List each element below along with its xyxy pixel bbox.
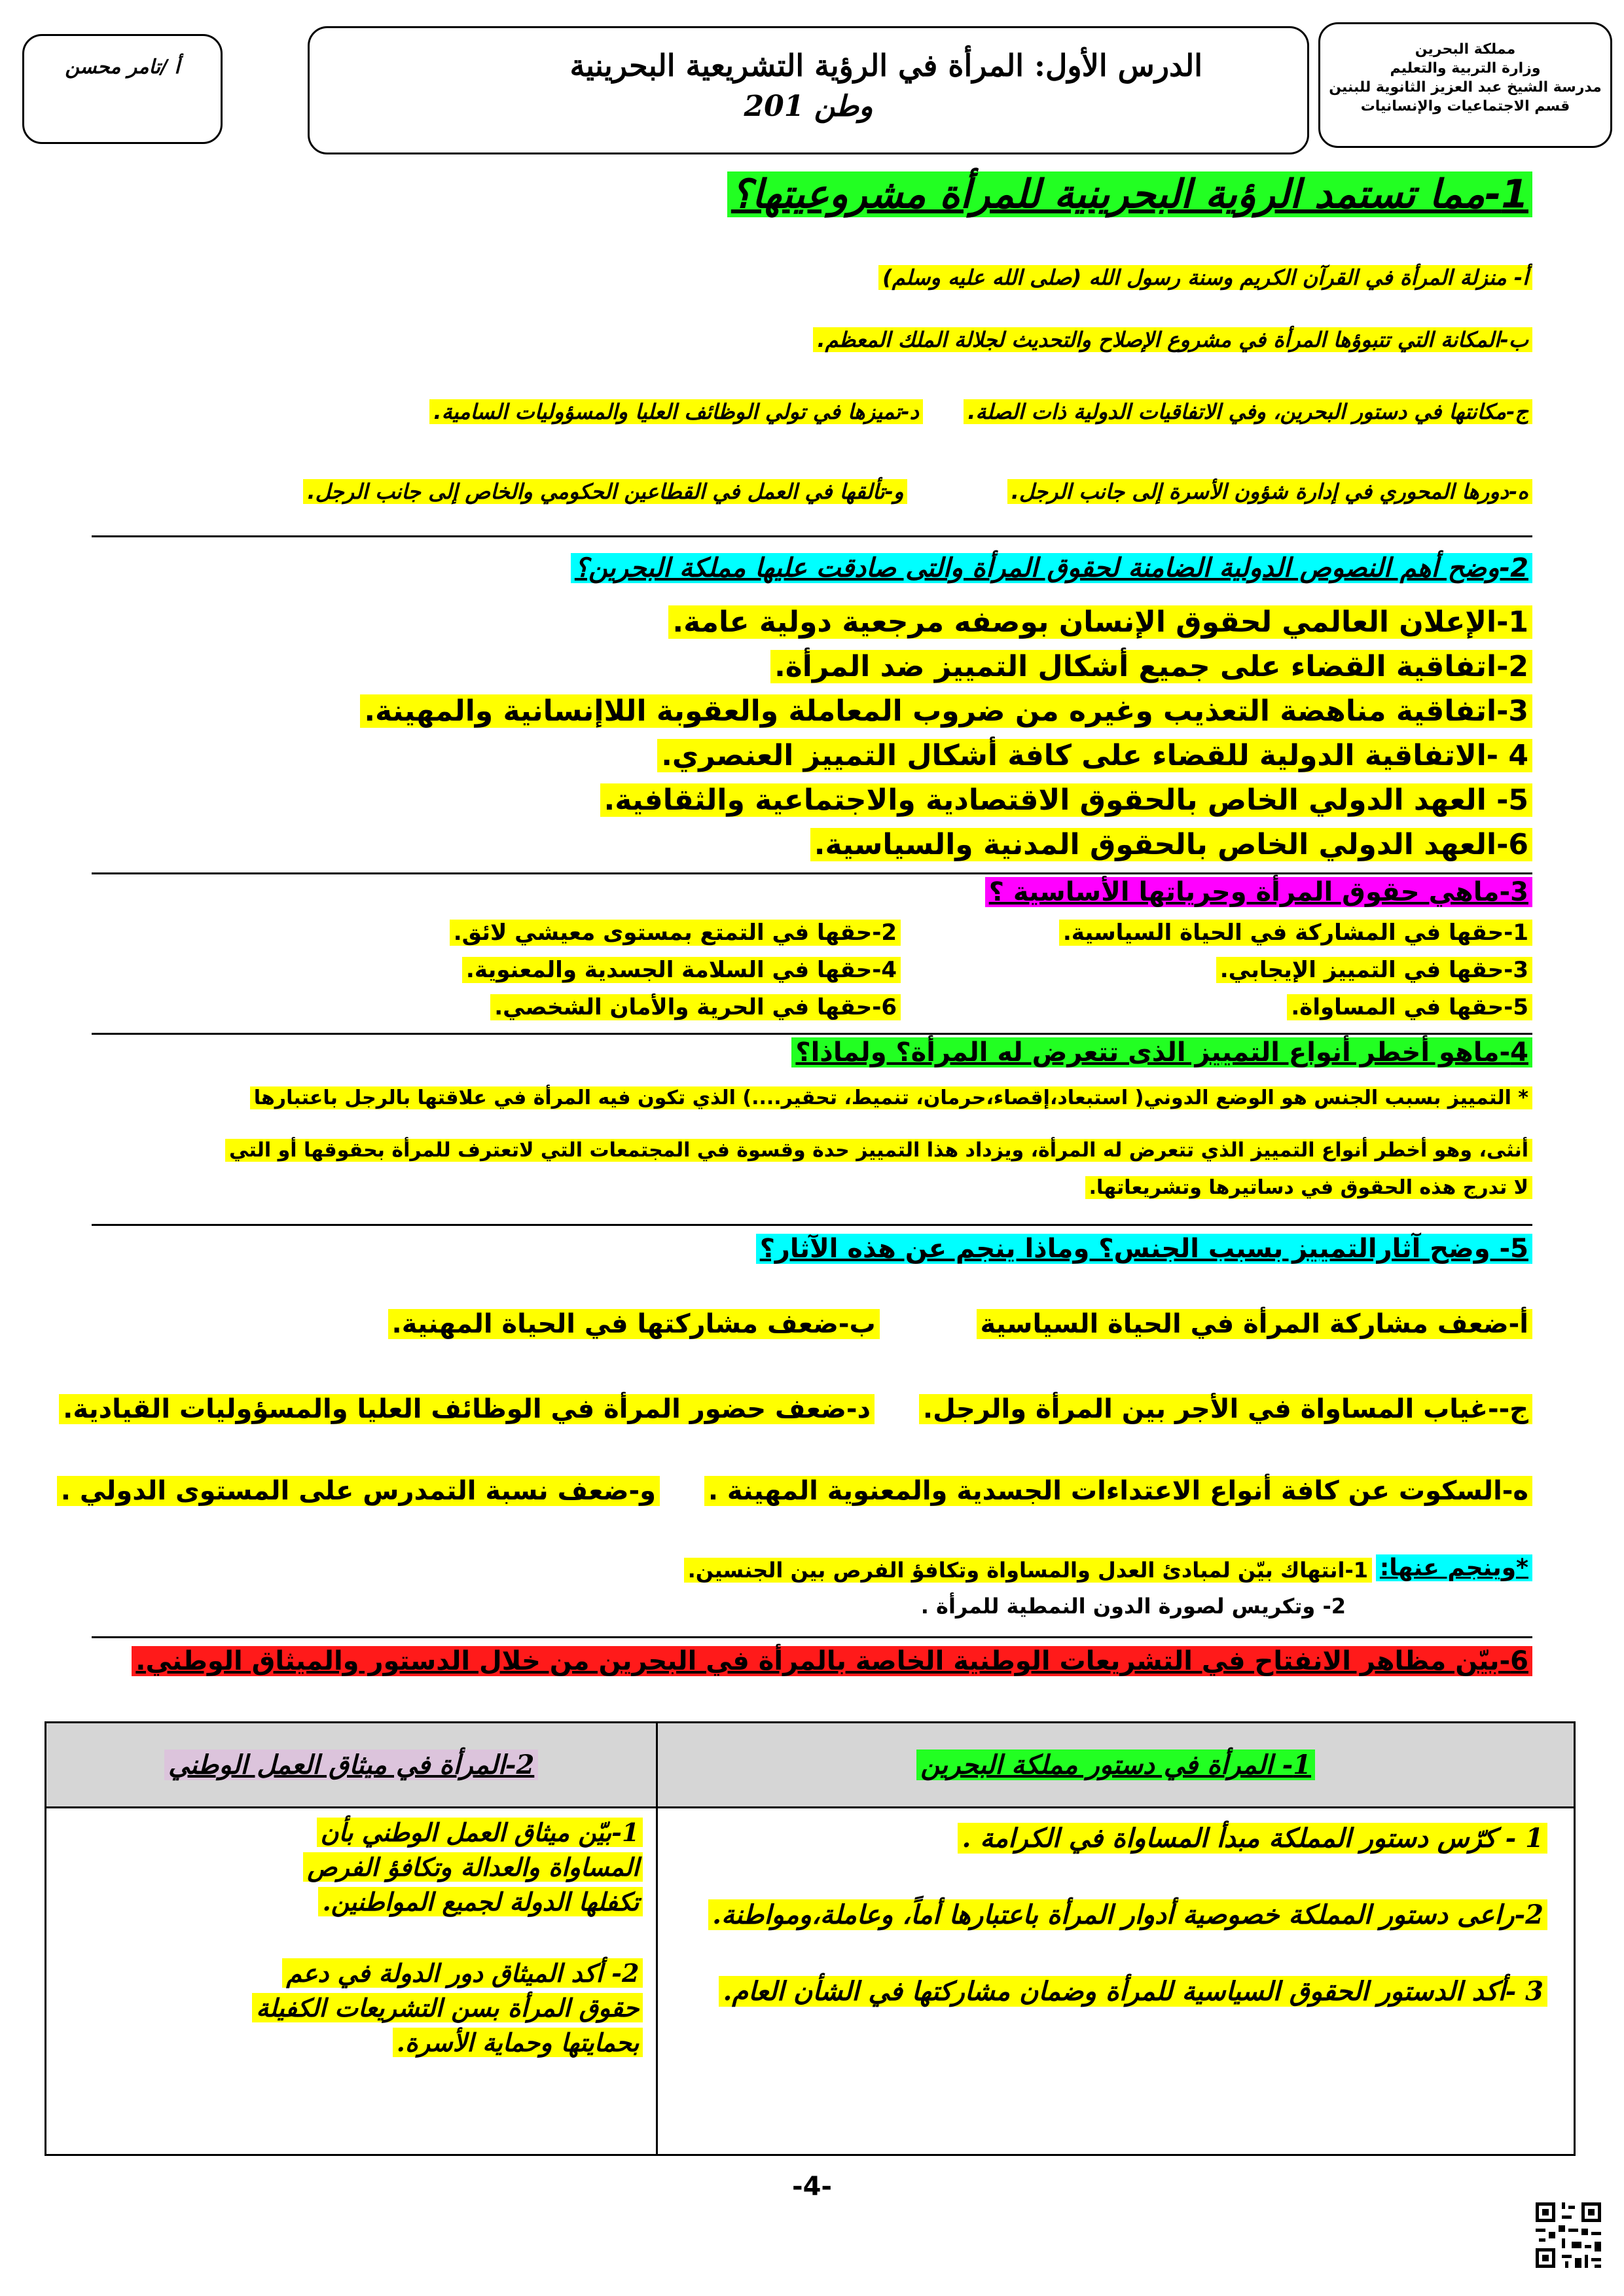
- q6-col2-body: [46, 1808, 657, 2155]
- q1-item-f: و-تألقها في العمل في القطاعين الحكومي والخاص إلى جانب الرجل.: [303, 479, 907, 504]
- q5-item-b: ب-ضعف مشاركتها في الحياة المهنية.: [388, 1309, 880, 1339]
- q5-item-c: ج--غياب المساواة في الأجر بين المرأة والرجل.: [919, 1394, 1532, 1424]
- qr-code: [1532, 2199, 1604, 2271]
- q6-col2-item-2: 2- أكد الميثاق دور الدولة في دعم حقوق المرأة بسن التشريعات الكفيلة بحمايتها وحماية الأسرة.: [60, 1956, 643, 2060]
- q1-row-ef: [303, 479, 1532, 504]
- q5-item-e: ه-السكوت عن كافة أنواع الاعتداءات الجسدية والمعنوية المهينة .: [704, 1476, 1532, 1506]
- q5-results-label: *وينجم عنها:: [1376, 1554, 1532, 1581]
- q6-title: 6-بيّن مظاهر الانفتاح في التشريعات الوطنية الخاصة بالمرأة في البحرين من خلال الدستور والميثاق الوطني.: [132, 1646, 1532, 1676]
- school-line-2: وزارة التربية والتعليم: [1390, 60, 1541, 77]
- q6-col2-header-cell: [46, 1723, 657, 1808]
- q5-item-a: أ-ضعف مشاركة المرأة في الحياة السياسية: [977, 1309, 1532, 1339]
- q6-col2-item-1: 1-بيّن ميثاق العمل الوطني بأن المساواة والعدالة وتكافؤ الفرص تكفلها الدولة لجميع المواطنين.: [60, 1815, 643, 1920]
- q1-item-a: أ- منزلة المرأة في القرآن الكريم وسنة رسول الله (صلى الله عليه وسلم): [878, 265, 1532, 290]
- q1-item-d: د-تميزها في تولي الوظائف العليا والمسؤوليات السامية.: [429, 399, 923, 424]
- q1-item-c: ج-مكانتها في دستور البحرين، وفي الاتفاقيات الدولية ذات الصلة.: [964, 399, 1532, 424]
- q4-title: 4-ماهو أخطر أنواع التمييز الذى تتعرض له المرأة؟ ولماذا؟: [791, 1037, 1532, 1067]
- q1-row-cd: [429, 399, 1532, 424]
- q5-result-2: 2- وتكريس لصورة الدون النمطية للمرأة .: [920, 1594, 1346, 1619]
- q5-row-ef: [57, 1476, 1532, 1506]
- q6-col1-item-1: 1 - كرّس دستور المملكة مبدأ المساواة في الكرامة .: [671, 1823, 1547, 1854]
- page-number: -4-: [791, 2172, 833, 2202]
- divider-3: [92, 1033, 1532, 1035]
- q6-col1-header: 1- المرأة في دستور مملكة البحرين: [916, 1749, 1315, 1780]
- q4-line-3: لا تدرج هذه الحقوق في دساتيرها وتشريعاتها.: [1085, 1176, 1532, 1199]
- teacher-box: [22, 34, 223, 144]
- q3-left-1: 2-حقها في التمتع بمستوى معيشي لائق.: [450, 920, 901, 946]
- q2-item-5: 5- العهد الدولي الخاص بالحقوق الاقتصادية والاجتماعية والثقافية.: [600, 783, 1532, 817]
- lesson-title: الدرس الأول: المرأة في الرؤية التشريعية البحرينية: [569, 48, 1202, 83]
- q6-col1-item-3: 3 -أكد الدستور الحقوق السياسية للمرأة وضمان مشاركتها في الشأن العام.: [671, 1976, 1547, 2007]
- teacher-name: أ /تامر محسن: [65, 56, 180, 79]
- q5-title: 5- وضح آثارالتمييز بسبب الجنس؟ وماذا ينجم عن هذه الآثار؟: [756, 1234, 1532, 1264]
- lesson-title-box: [308, 26, 1309, 154]
- q1-title: 1-مما تستمد الرؤية البحرينية للمرأة مشروعيتها؟: [727, 171, 1532, 217]
- divider-5: [92, 1636, 1532, 1638]
- q2-item-3: 3-اتفاقية مناهضة التعذيب وغيره من ضروب المعاملة والعقوبة اللاإنسانية والمهينة.: [360, 694, 1532, 728]
- q3-title: 3-ماهي حقوق المرأة وحرياتها الأساسية ؟: [985, 877, 1532, 907]
- q5-row-ab: [388, 1309, 1533, 1339]
- q1-item-e: ه-دورها المحوري في إدارة شؤون الأسرة إلى جانب الرجل.: [1007, 479, 1532, 504]
- q1-item-b: ب-المكانة التي تتبوؤها المرأة في مشروع الإصلاح والتحديث لجلالة الملك المعظم.: [813, 327, 1532, 352]
- q2-item-1: 1-الإعلان العالمي لحقوق الإنسان بوصفه مرجعية دولية عامة.: [668, 605, 1532, 639]
- q4-line-2: أنثى، وهو أخطر أنواع التمييز الذي تتعرض له المرأة، ويزداد هذا التمييز حدة وقسوة في المجتمعات التي لاتعترف للمرأة بحقوقها أو التي: [225, 1139, 1532, 1162]
- q3-right-1: 1-حقها في المشاركة في الحياة السياسية.: [1059, 920, 1532, 946]
- q3-left-3: 6-حقها في الحرية والأمان الشخصي.: [490, 994, 901, 1020]
- q2-item-4: 4 -الاتفاقية الدولية للقضاء على كافة أشكال التمييز العنصري.: [657, 739, 1532, 772]
- q5-item-f: و-ضعف نسبة التمدرس على المستوى الدولي .: [57, 1476, 660, 1506]
- q3-left-2: 4-حقها في السلامة الجسدية والمعنوية.: [462, 957, 901, 983]
- q2-item-6: 6-العهد الدولي الخاص بالحقوق المدنية والسياسية.: [810, 828, 1532, 861]
- school-line-1: مملكة البحرين: [1415, 41, 1516, 58]
- q3-right-3: 5-حقها في المساواة.: [1287, 994, 1532, 1020]
- q3-right-2: 3-حقها في التمييز الإيجابي.: [1216, 957, 1532, 983]
- q2-item-2: 2-اتفاقية القضاء على جميع أشكال التمييز ضد المرأة.: [770, 650, 1532, 683]
- q4-line-1: * التمييز بسبب الجنس هو الوضع الدوني( استبعاد،إقصاء،حرمان، تنميط، تحقير....) الذي تكون فيه المرأة في علاقتها بالرجل باعتبارها: [250, 1086, 1532, 1109]
- q5-row-cd: [59, 1394, 1532, 1424]
- school-info-box: [1318, 22, 1612, 148]
- q6-col1-item-2: 2-راعى دستور المملكة خصوصية أدوار المرأة باعتبارها أماً، وعاملة،ومواطنة.: [671, 1899, 1547, 1930]
- school-line-4: قسم الاجتماعيات والإنسانيات: [1360, 98, 1570, 115]
- divider-2: [92, 872, 1532, 874]
- course-code: وطن 201: [744, 90, 873, 123]
- qr-code-graphic: [1532, 2199, 1604, 2271]
- q6-col2-header: 2-المرأة في ميثاق العمل الوطني: [164, 1749, 538, 1780]
- q5-item-d: د-ضعف حضور المرأة في الوظائف العليا والمسؤوليات القيادية.: [59, 1394, 875, 1424]
- q6-col1-header-cell: [657, 1723, 1575, 1808]
- q6-table: [45, 1721, 1576, 2156]
- school-line-3: مدرسة الشيخ عبد العزيز الثانوية للبنين: [1329, 79, 1602, 96]
- q5-result-1: 1-انتهاك بيّن لمبادئ العدل والمساواة وتكافؤ الفرص بين الجنسين.: [684, 1558, 1372, 1583]
- divider-1: [92, 535, 1532, 537]
- q2-title: 2-وضح أهم النصوص الدولية الضامنة لحقوق المرأة والتى صادقت عليها مملكة البحرين؟: [571, 553, 1532, 583]
- q6-col1-body: [657, 1808, 1575, 2155]
- divider-4: [92, 1224, 1532, 1226]
